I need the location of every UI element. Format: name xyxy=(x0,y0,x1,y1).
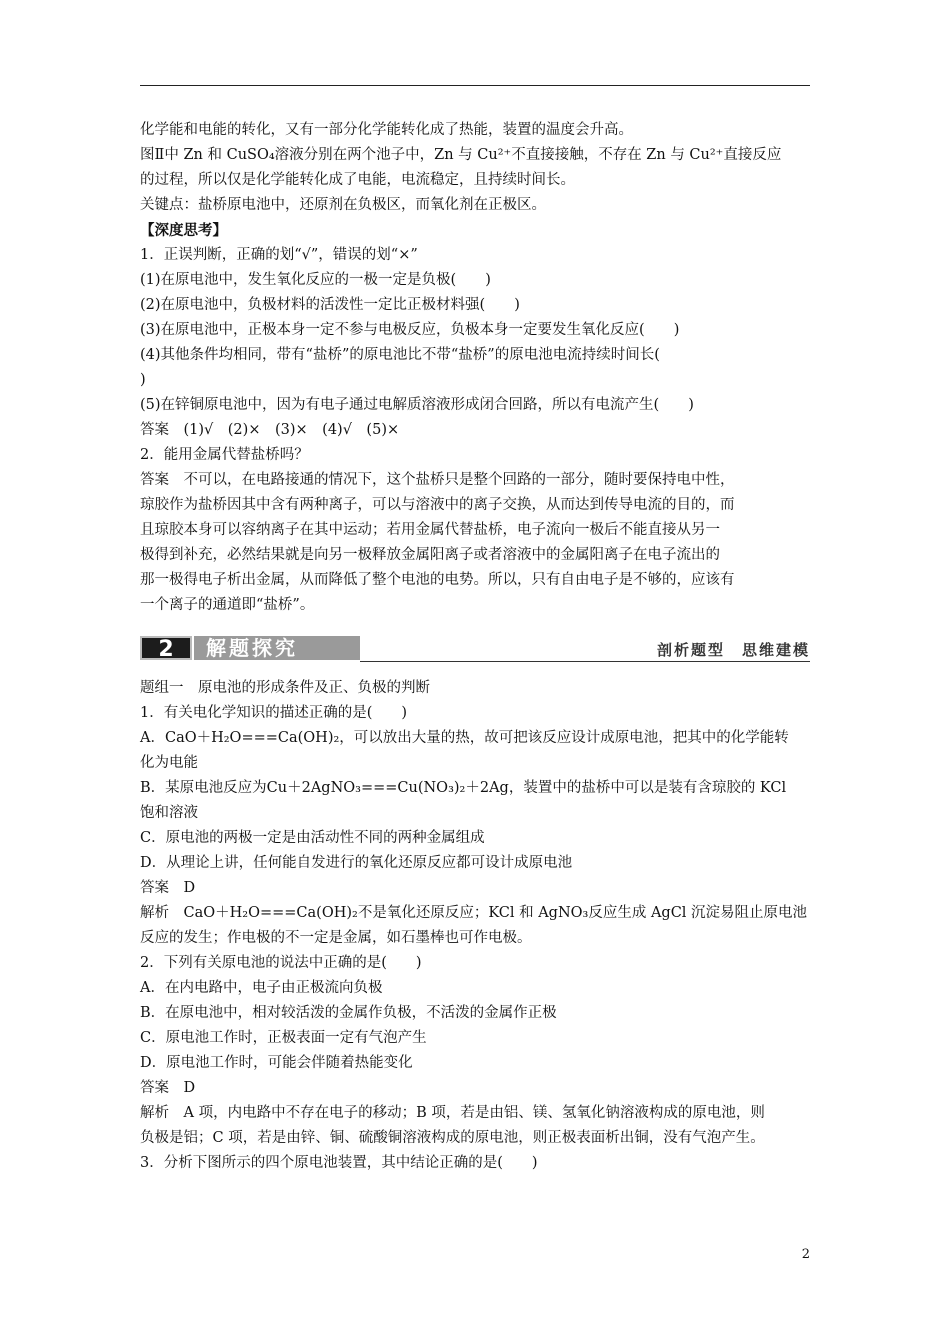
section-banner xyxy=(140,634,810,664)
header-rule xyxy=(140,85,810,86)
deep-thinking-heading: 【深度思考】 xyxy=(140,222,227,239)
text-line: (4)其他条件均相同，带有“盐桥”的原电池比不带“盐桥”的原电池电流持续时间长( xyxy=(140,347,660,363)
document-body xyxy=(140,118,810,1176)
option-line: A．在内电路中，电子由正极流向负极 xyxy=(140,980,383,996)
analysis-line: 解析 A 项，内电路中不存在电子的移动；B 项，若是由铝、镁、氢氧化钠溶液构成的原电池，则 xyxy=(140,1105,765,1121)
text-line: 那一极得电子析出金属，从而降低了整个电池的电势。所以，只有自由电子是不够的，应该有 xyxy=(140,572,735,588)
answer-line: 答案 D xyxy=(140,880,196,896)
text-line: 的过程，所以仅是化学能转化成了电能，电流稳定，且持续时间长。 xyxy=(140,172,575,188)
text-line: 1．正误判断，正确的划“√”，错误的划“×” xyxy=(140,247,418,263)
option-line: C．原电池工作时，正极表面一定有气泡产生 xyxy=(140,1030,427,1046)
text-line: (1)在原电池中，发生氧化反应的一极一定是负极( ) xyxy=(140,272,491,288)
section-title: 解题探究 xyxy=(194,636,360,660)
text-line: ) xyxy=(140,372,146,388)
text-line: 一个离子的通道即“盐桥”。 xyxy=(140,597,315,613)
option-line: 饱和溶液 xyxy=(140,805,198,821)
analysis-line: 反应的发生；作电极的不一定是金属，如石墨棒也可作电极。 xyxy=(140,930,532,946)
option-line: B．在原电池中，相对较活泼的金属作负极，不活泼的金属作正极 xyxy=(140,1005,557,1021)
question-line: 3．分析下图所示的四个原电池装置，其中结论正确的是( ) xyxy=(140,1155,538,1171)
option-line: D．原电池工作时，可能会伴随着热能变化 xyxy=(140,1055,413,1071)
text-line: 琼胶作为盐桥因其中含有两种离子，可以与溶液中的离子交换，从而达到传导电流的目的，而 xyxy=(140,497,735,513)
text-line: 极得到补充，必然结果就是向另一极释放金属阳离子或者溶液中的金属阳离子在电子流出的 xyxy=(140,547,720,563)
text-line: (2)在原电池中，负极材料的活泼性一定比正极材料强( ) xyxy=(140,297,520,313)
section-number: 2 xyxy=(140,636,192,660)
text-line: (5)在锌铜原电池中，因为有电子通过电解质溶液形成闭合回路，所以有电流产生( ) xyxy=(140,397,694,413)
text-line: 关键点：盐桥原电池中，还原剂在负极区，而氧化剂在正极区。 xyxy=(140,197,546,213)
question-line: 1．有关电化学知识的描述正确的是( ) xyxy=(140,705,408,721)
group-heading: 题组一 原电池的形成条件及正、负极的判断 xyxy=(140,680,430,696)
option-line: A．CaO＋H₂O===Ca(OH)₂，可以放出大量的热，故可把该反应设计成原电池，把其中的化学能转 xyxy=(140,730,789,746)
question-line: 2．下列有关原电池的说法中正确的是( ) xyxy=(140,955,422,971)
analysis-line: 解析 CaO＋H₂O===Ca(OH)₂不是氧化还原反应；KCl 和 AgNO₃反应生成 AgCl 沉淀易阻止原电池 xyxy=(140,905,808,921)
option-line: B．某原电池反应为Cu＋2AgNO₃===Cu(NO₃)₂＋2Ag，装置中的盐桥中可以是装有含琼胶的 KCl xyxy=(140,780,787,796)
analysis-line: 负极是铝；C 项，若是由锌、铜、硫酸铜溶液构成的原电池，则正极表面析出铜，没有气泡产生。 xyxy=(140,1130,765,1146)
option-line: C．原电池的两极一定是由活动性不同的两种金属组成 xyxy=(140,830,485,846)
text-line: 化学能和电能的转化，又有一部分化学能转化成了热能，装置的温度会升高。 xyxy=(140,122,633,138)
text-line: 且琼胶本身可以容纳离子在其中运动；若用金属代替盐桥，电子流向一极后不能直接从另一 xyxy=(140,522,720,538)
text-line: 图Ⅱ中 Zn 和 CuSO₄溶液分别在两个池子中，Zn 与 Cu²⁺不直接接触，不存在 Zn 与 Cu²⁺直接反应 xyxy=(140,147,782,163)
section-subtitle: 剖析题型 思维建模 xyxy=(656,641,810,659)
text-line: 2．能用金属代替盐桥吗？ xyxy=(140,447,309,463)
answer-line: 答案 (1)√ (2)× (3)× (4)√ (5)× xyxy=(140,422,400,438)
option-line: D．从理论上讲，任何能自发进行的氧化还原反应都可设计成原电池 xyxy=(140,855,573,871)
answer-line: 答案 不可以，在电路接通的情况下，这个盐桥只是整个回路的一部分，随时要保持电中性， xyxy=(140,472,735,488)
text-line: (3)在原电池中，正极本身一定不参与电极反应，负极本身一定要发生氧化反应( ) xyxy=(140,322,680,338)
page-number: 2 xyxy=(801,1247,810,1262)
answer-line: 答案 D xyxy=(140,1080,196,1096)
option-line: 化为电能 xyxy=(140,755,198,771)
